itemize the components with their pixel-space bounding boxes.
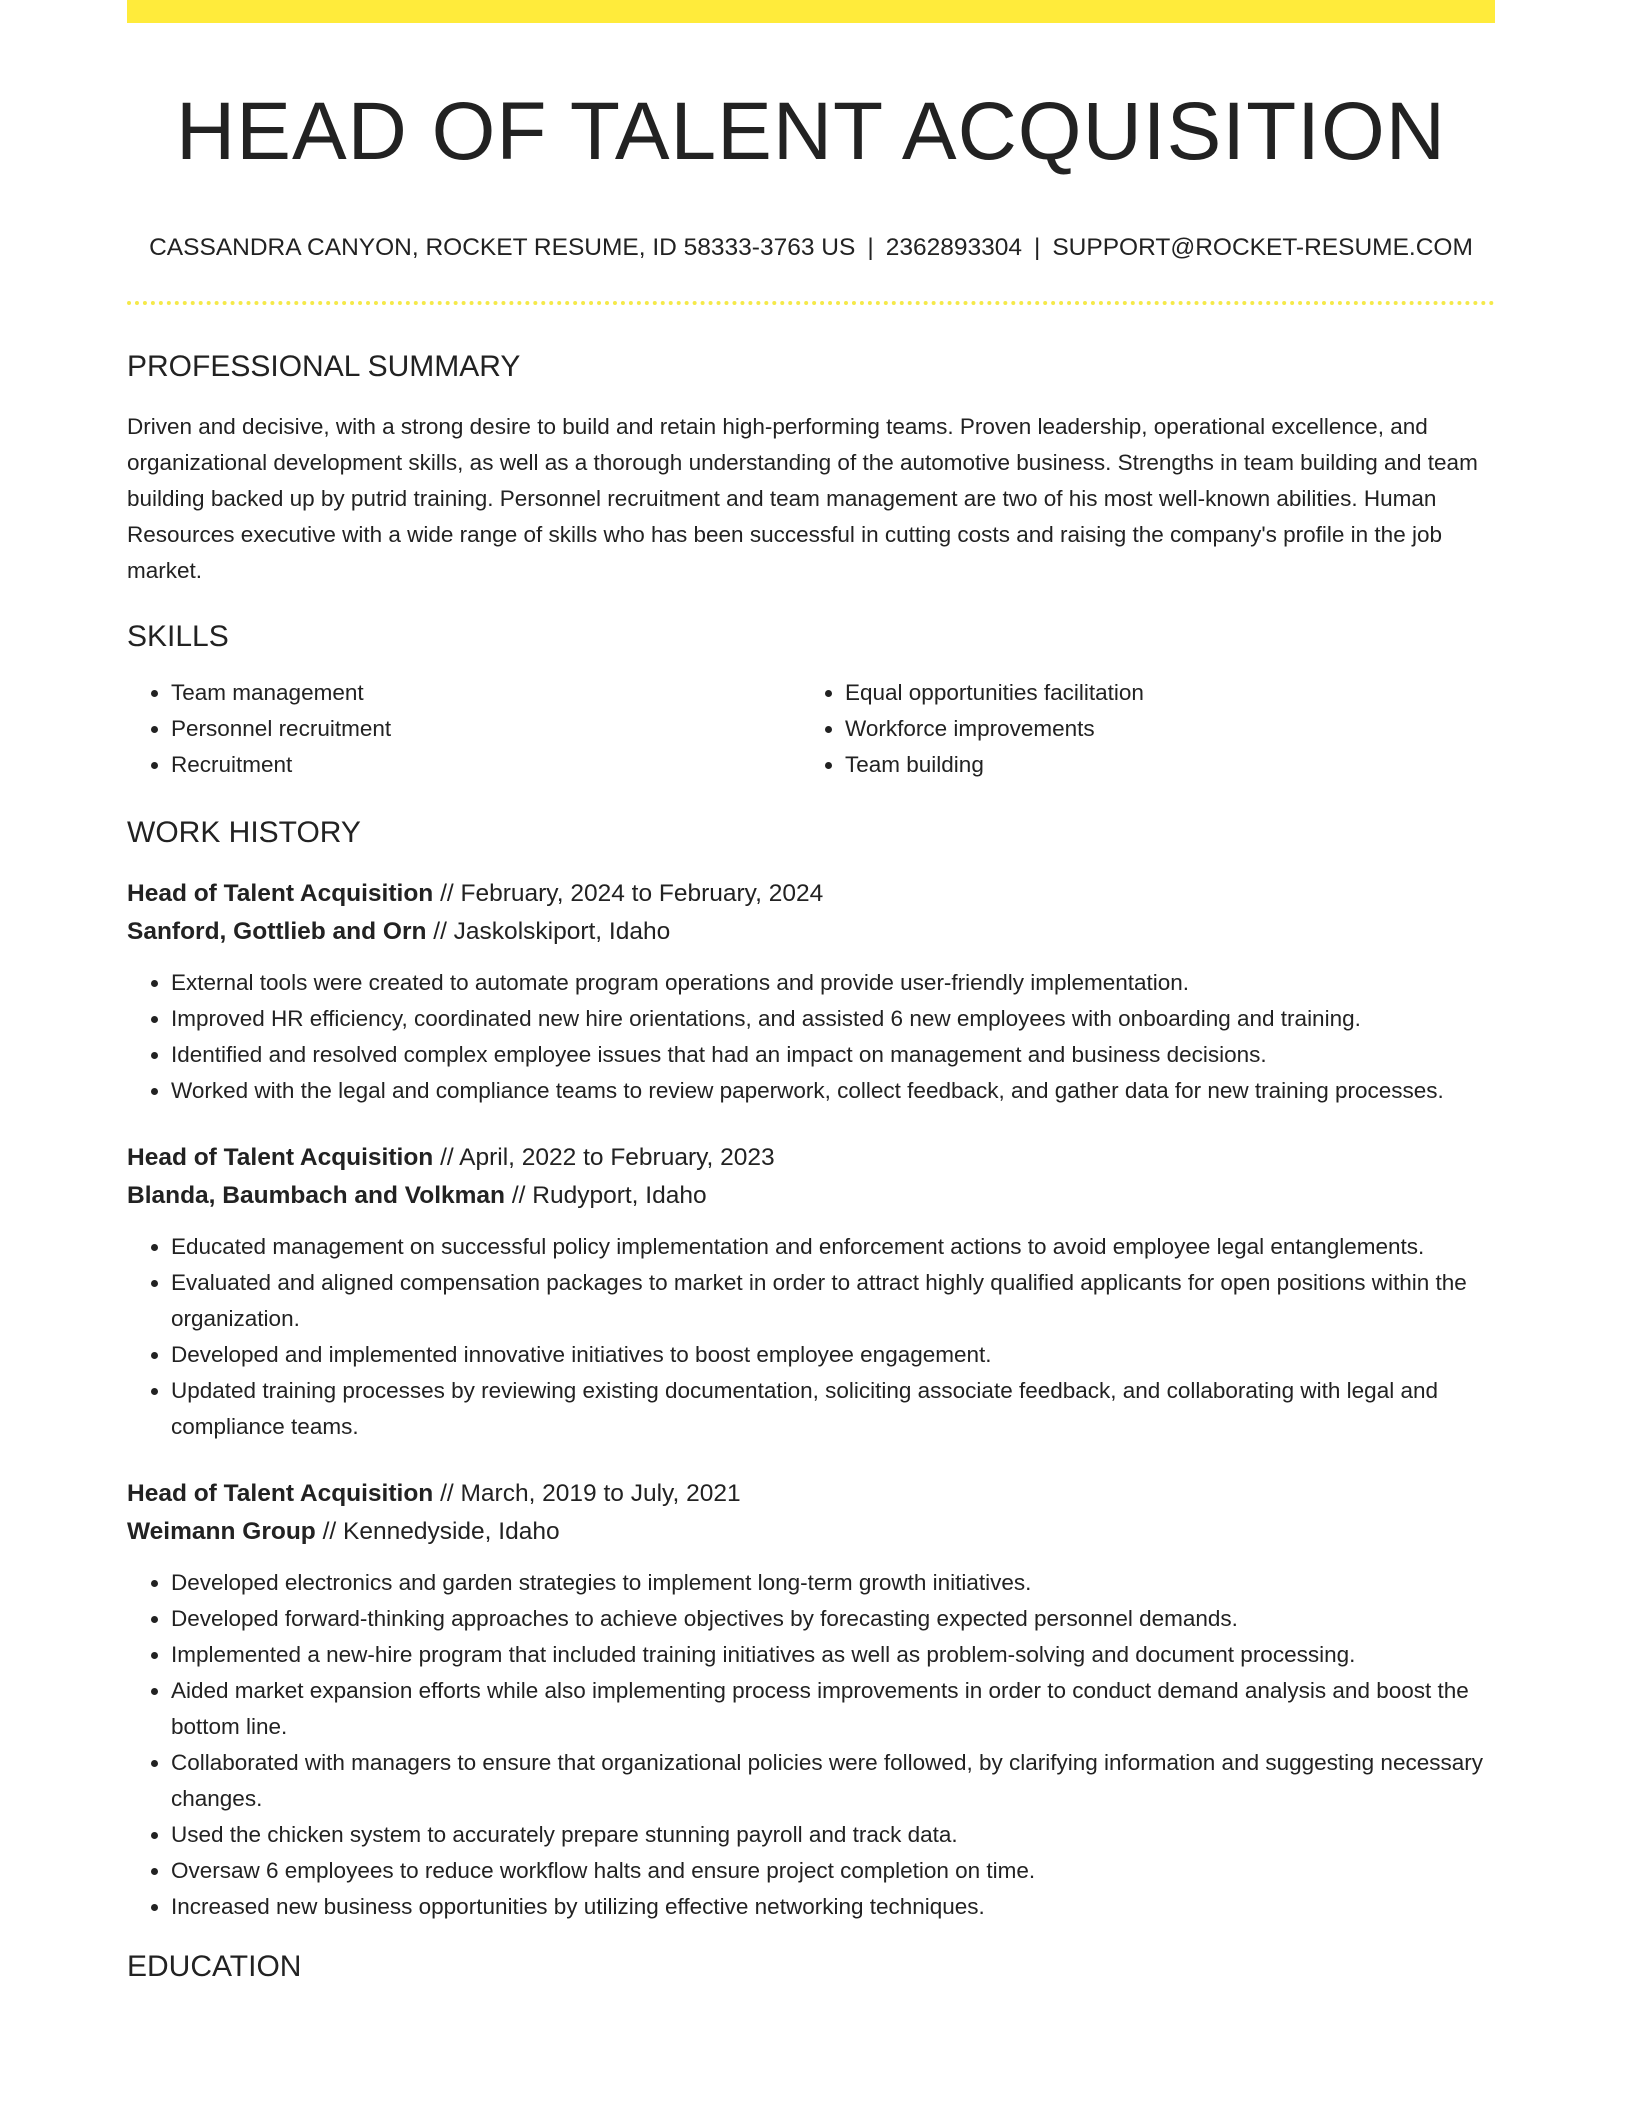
contact-address: CASSANDRA CANYON, ROCKET RESUME, ID 58333-3763 US (149, 234, 856, 262)
skills-list-left (127, 675, 801, 783)
job-bullets (127, 965, 1495, 1109)
contact-email: SUPPORT@ROCKET-RESUME.COM (1052, 234, 1473, 262)
job-bullet: • Implemented a new-hire program that included training initiatives as well as problem-solving and document processing. (171, 1637, 1495, 1673)
job-bullet: • Used the chicken system to accurately prepare stunning payroll and track data. (171, 1817, 1495, 1853)
skills-list-right (801, 675, 1475, 783)
job-bullet: • Worked with the legal and compliance teams to review paperwork, collect feedback, and gather data for new training processes. (171, 1073, 1495, 1109)
job-dates: // March, 2019 to July, 2021 (440, 1479, 741, 1507)
job-dates: // February, 2024 to February, 2024 (440, 879, 824, 907)
job-bullet: • Developed electronics and garden strategies to implement long-term growth initiatives. (171, 1565, 1495, 1601)
job-company: Weimann Group (127, 1517, 316, 1545)
job-bullet: • Developed and implemented innovative initiatives to boost employee engagement. (171, 1337, 1495, 1373)
education-heading: EDUCATION (127, 1949, 302, 1983)
job-bullet: • Educated management on successful policy implementation and enforcement actions to avoid employee legal entanglements. (171, 1229, 1495, 1265)
job-entry (127, 1139, 1495, 1445)
job-location: // Kennedyside, Idaho (322, 1517, 560, 1545)
job-title: Head of Talent Acquisition (127, 1479, 434, 1507)
skill-item: • Workforce improvements (845, 711, 1475, 747)
job-bullet: • Evaluated and aligned compensation packages to market in order to attract highly qualified applicants for open positions within the organization. (171, 1265, 1495, 1337)
skills-grid (127, 675, 1495, 783)
skills-heading: SKILLS (127, 619, 229, 653)
job-title-line (127, 1139, 1495, 1177)
job-company-line (127, 913, 1495, 951)
skill-item: • Team management (171, 675, 801, 711)
skill-item: • Team building (845, 747, 1475, 783)
skill-item: • Personnel recruitment (171, 711, 801, 747)
accent-top-bar (127, 0, 1495, 23)
job-bullet: • Developed forward-thinking approaches to achieve objectives by forecasting expected personnel demands. (171, 1601, 1495, 1637)
skill-item: • Recruitment (171, 747, 801, 783)
skill-item: • Equal opportunities facilitation (845, 675, 1475, 711)
job-bullets (127, 1565, 1495, 1925)
job-bullet: • Updated training processes by reviewing existing documentation, soliciting associate feedback, and collaborating with legal and compliance teams. (171, 1373, 1495, 1445)
contact-separator: | (867, 234, 874, 262)
job-company-line (127, 1513, 1495, 1551)
job-bullet: • Improved HR efficiency, coordinated new hire orientations, and assisted 6 new employees with onboarding and training. (171, 1001, 1495, 1037)
job-title: Head of Talent Acquisition (127, 879, 434, 907)
job-bullet: • Collaborated with managers to ensure that organizational policies were followed, by clarifying information and suggesting necessary changes. (171, 1745, 1495, 1817)
contact-line (127, 233, 1495, 262)
job-bullet: • Increased new business opportunities by utilizing effective networking techniques. (171, 1889, 1495, 1925)
job-company: Blanda, Baumbach and Volkman (127, 1181, 506, 1209)
resume-page (127, 0, 1495, 1985)
job-entry (127, 875, 1495, 1109)
job-title-line (127, 875, 1495, 913)
job-location: // Jaskolskiport, Idaho (433, 917, 671, 945)
job-bullet: • Oversaw 6 employees to reduce workflow halts and ensure project completion on time. (171, 1853, 1495, 1889)
job-entry (127, 1475, 1495, 1925)
summary-heading: PROFESSIONAL SUMMARY (127, 349, 521, 383)
job-company: Sanford, Gottlieb and Orn (127, 917, 427, 945)
job-bullet: • External tools were created to automate program operations and provide user-friendly implementation. (171, 965, 1495, 1001)
contact-separator: | (1033, 234, 1041, 262)
job-dates: // April, 2022 to February, 2023 (440, 1143, 775, 1171)
job-bullets (127, 1229, 1495, 1445)
contact-phone: 2362893304 (885, 234, 1022, 262)
summary-text: Driven and decisive, with a strong desire to build and retain high-performing teams. Proven leadership, operational excellence, and organizational development skills, as well as a thorough understanding of the automotive business. Strengths in team building and team building backed up by putrid training. Personnel recruitment and team management are two of his most well-known abilities. Human Resources executive with a wide range of skills who has been successful in cutting costs and raising the company's profile in the job market. (127, 413, 1478, 583)
job-bullet: • Identified and resolved complex employee issues that had an impact on management and business decisions. (171, 1037, 1495, 1073)
job-title: Head of Talent Acquisition (127, 1143, 434, 1171)
work-history-heading: WORK HISTORY (127, 815, 361, 849)
resume-title: HEAD OF TALENT ACQUISITION (176, 86, 1446, 177)
job-title-line (127, 1475, 1495, 1513)
job-location: // Rudyport, Idaho (511, 1181, 707, 1209)
job-company-line (127, 1177, 1495, 1215)
dotted-divider (127, 301, 1495, 305)
job-bullet: • Aided market expansion efforts while also implementing process improvements in order to conduct demand analysis and boost the bottom line. (171, 1673, 1495, 1745)
